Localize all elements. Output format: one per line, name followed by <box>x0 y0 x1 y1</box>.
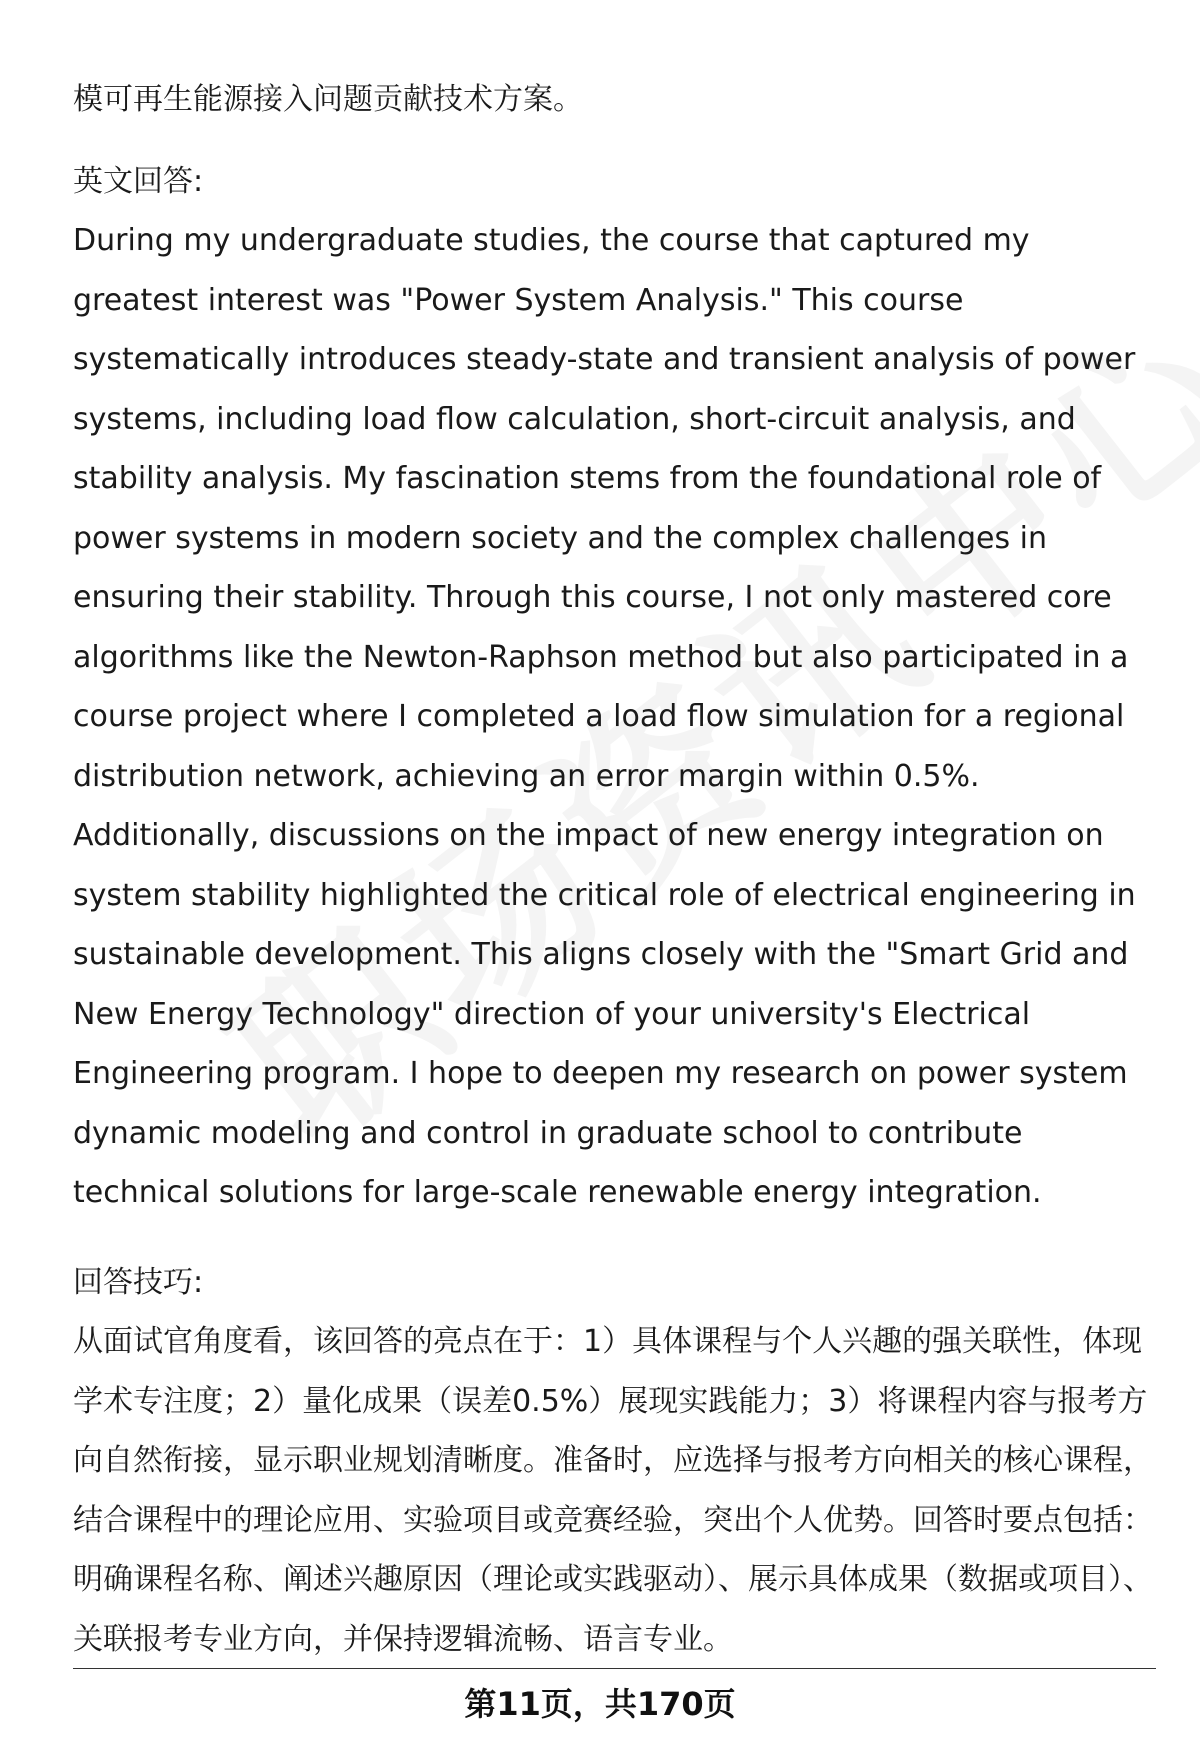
english-answer-heading: 英文回答: <box>73 163 204 199</box>
intro-tail-paragraph: 模可再生能源接入问题贡献技术方案。 <box>73 82 583 117</box>
english-answer-paragraph: During my undergraduate studies, the course that captured my greatest interest was "Power System Analysis." This course systematically introduces steady-state and transient analysis of power systems, including load flow calculation, short-circuit analysis, and stability analysis. My fascination stems from the foundational role of power systems in modern society and the complex challenges in ensuring their stability. Through this course, I not only mastered core algorithms like the Newton-Raphson method but also participated in a course project where I completed a load flow simulation for a regional distribution network, achieving an error margin within 0.5%. Additionally, discussions on the impact of new energy integration on system stability highlighted the critical role of electrical engineering in sustainable development. This aligns closely with the "Smart Grid and New Energy Technology" direction of your university's Electrical Engineering program. I hope to deepen my research on power system dynamic modeling and control in graduate school to contribute technical solutions for large-scale renewable energy integration. <box>73 223 1136 1210</box>
page-content <box>73 70 1153 1669</box>
footer-divider <box>73 1668 1156 1669</box>
answer-tips-heading: 回答技巧: <box>73 1264 204 1300</box>
answer-tips-paragraph: 从面试官角度看，该回答的亮点在于：1）具体课程与个人兴趣的强关联性，体现学术专注度；2）量化成果（误差0.5%）展现实践能力；3）将课程内容与报考方向自然衔接，显示职业规划清晰度。准备时，应选择与报考方向相关的核心课程，结合课程中的理论应用、实验项目或竞赛经验，突出个人优势。回答时要点包括：明确课程名称、阐述兴趣原因（理论或实践驱动）、展示具体成果（数据或项目）、关联报考专业方向，并保持逻辑流畅、语言专业。 <box>73 1324 1153 1657</box>
page-number: 第11页，共170页 <box>464 1685 736 1723</box>
